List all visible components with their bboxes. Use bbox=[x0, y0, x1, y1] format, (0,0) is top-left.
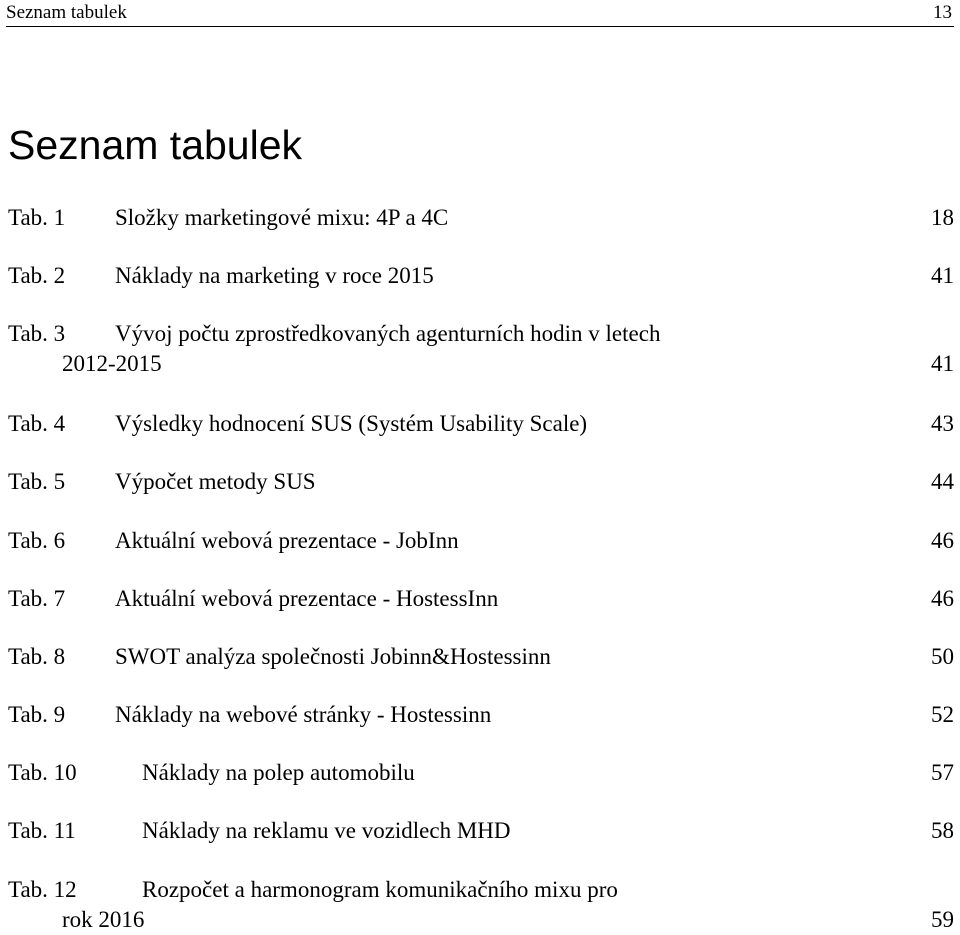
toc-entry-label: Tab. 1 bbox=[8, 205, 66, 230]
toc-entry-page: 43 bbox=[931, 411, 954, 436]
toc-entry-title: Aktuální webová prezentace - JobInn bbox=[115, 528, 459, 553]
running-header bbox=[6, 0, 954, 27]
toc-entry-title: Aktuální webová prezentace - HostessInn bbox=[115, 586, 499, 611]
toc-entry-title: Vývoj počtu zprostředkovaných agenturních hodin v letech bbox=[115, 321, 661, 346]
toc-entry-label: Tab. 7 bbox=[8, 586, 66, 611]
toc-entry-page: 58 bbox=[931, 818, 954, 843]
toc-entry-page: 41 bbox=[931, 263, 954, 288]
toc-entry-title: Náklady na reklamu ve vozidlech MHD bbox=[142, 818, 511, 843]
toc-entry-label: Tab. 2 bbox=[8, 263, 66, 288]
toc-entry-page: 57 bbox=[931, 760, 954, 785]
toc-entry-label: Tab. 6 bbox=[8, 528, 66, 553]
toc-entry-title: Náklady na webové stránky - Hostessinn bbox=[115, 702, 492, 727]
toc-entry-title: SWOT analýza společnosti Jobinn&Hostessinn bbox=[115, 644, 551, 669]
toc-entry-label: Tab. 4 bbox=[8, 411, 66, 436]
toc-entry-title: Výpočet metody SUS bbox=[115, 469, 316, 494]
toc-entry-label: Tab. 9 bbox=[8, 702, 66, 727]
toc-entry-title-continuation: rok 2016 bbox=[62, 907, 145, 932]
toc-entry-page: 44 bbox=[931, 469, 954, 494]
toc-entry-label: Tab. 3 bbox=[8, 321, 66, 346]
toc-entry-page: 46 bbox=[931, 586, 954, 611]
toc-entry-title: Složky marketingové mixu: 4P a 4C bbox=[115, 205, 449, 230]
toc-entry-label: Tab. 8 bbox=[8, 644, 66, 669]
toc-entry-label: Tab. 10 bbox=[8, 760, 77, 785]
toc-entry-title: Náklady na polep automobilu bbox=[142, 760, 415, 785]
toc-entry-page: 52 bbox=[931, 702, 954, 727]
toc-entry-page: 46 bbox=[931, 528, 954, 553]
toc-entry-title-continuation: 2012-2015 bbox=[62, 351, 162, 376]
running-header-title: Seznam tabulek bbox=[6, 2, 127, 23]
toc-entry-page: 18 bbox=[931, 205, 954, 230]
toc-entry-title: Rozpočet a harmonogram komunikačního mixu pro bbox=[142, 877, 618, 902]
toc-entry-title: Náklady na marketing v roce 2015 bbox=[115, 263, 434, 288]
toc-entry-label: Tab. 12 bbox=[8, 877, 77, 902]
toc-entry-label: Tab. 11 bbox=[8, 818, 76, 843]
running-header-page-number: 13 bbox=[933, 2, 952, 23]
toc-entry-title: Výsledky hodnocení SUS (Systém Usability Scale) bbox=[115, 411, 588, 436]
toc-entry-page: 59 bbox=[931, 907, 954, 932]
toc-entry-page: 41 bbox=[931, 351, 954, 376]
page-title: Seznam tabulek bbox=[8, 122, 303, 168]
toc-entry-label: Tab. 5 bbox=[8, 469, 66, 494]
toc-entry-page: 50 bbox=[931, 644, 954, 669]
